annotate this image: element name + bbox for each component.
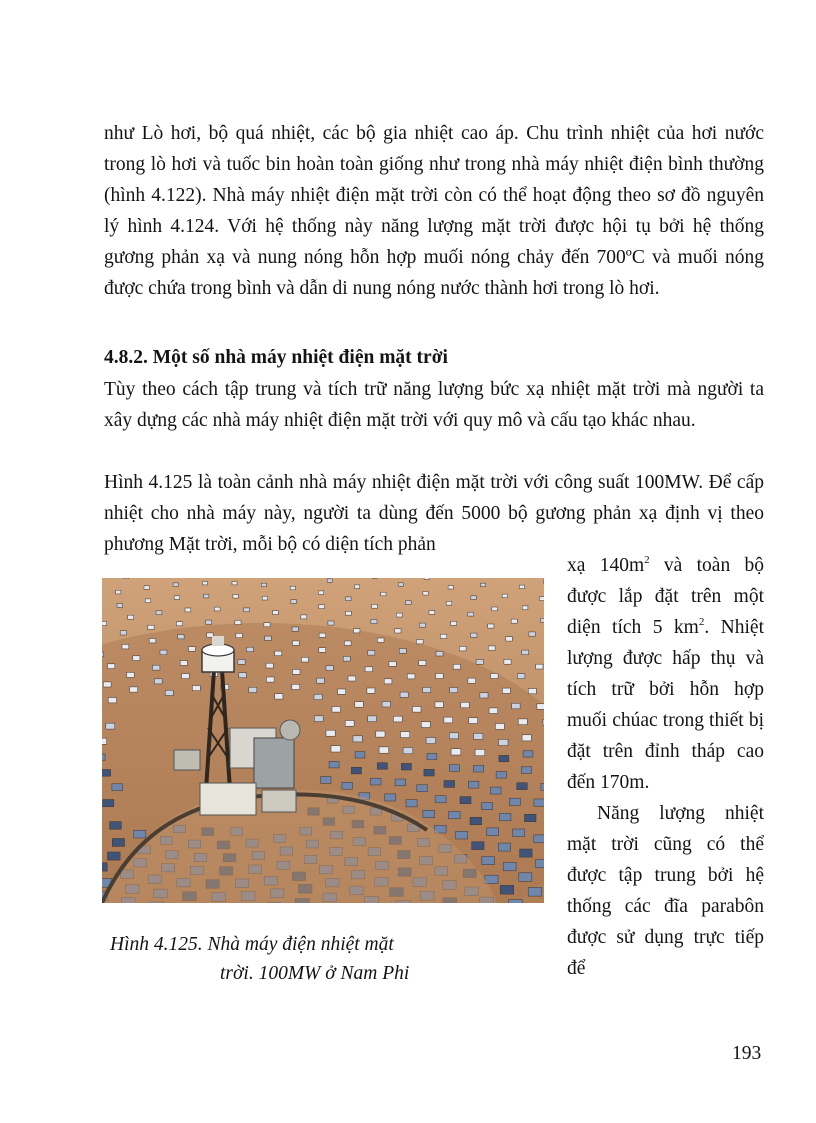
heliostat-mirror bbox=[128, 615, 134, 619]
heliostat-mirror bbox=[102, 863, 107, 871]
heliostat-mirror bbox=[522, 606, 528, 610]
heliostat-mirror bbox=[423, 592, 428, 596]
heliostat-mirror bbox=[468, 678, 476, 683]
heliostat-mirror bbox=[517, 674, 525, 679]
installation-area-text: và toàn bộ được lắp đặt trên một diện tích 5 km bbox=[567, 555, 764, 638]
heliostat-mirror bbox=[204, 594, 209, 598]
heliostat-mirror bbox=[540, 597, 545, 601]
heliostat-mirror bbox=[509, 900, 523, 903]
heliostat-mirror bbox=[480, 693, 488, 698]
heliostat-mirror bbox=[496, 771, 506, 778]
heliostat-mirror bbox=[338, 689, 346, 694]
heliostat-mirror bbox=[401, 732, 410, 738]
heliostat-mirror bbox=[102, 754, 105, 760]
heliostat-mirror bbox=[522, 650, 529, 655]
paragraph-intro: như Lò hơi, bộ quá nhiệt, các bộ gia nhiệt cao áp. Chu trình nhiệt của hơi nước trong lò hơi và tuốc bin hoàn toàn giống như trong nhà máy nhiệt điện bình thường (hình 4.122). Nhà máy nhiệt điện mặt trời còn có thể hoạt động theo sơ đồ nguyên lý hình 4.124. Với hệ thống này năng lượng mặt trời được hội tụ bởi hệ thống gương phản xạ và nung nóng hỗn hợp muối nóng chảy đến 700ºC và muối nóng được chứa trong bình và dẫn di nung nóng nước thành hơi trong lò hơi. bbox=[104, 123, 764, 299]
heliostat-mirror bbox=[367, 688, 375, 693]
heliostat-mirror bbox=[511, 619, 517, 623]
heliostat-mirror bbox=[130, 687, 138, 692]
heliostat-mirror bbox=[469, 718, 478, 724]
heliostat-mirror bbox=[444, 781, 455, 788]
solar-plant-photo bbox=[102, 578, 544, 903]
heliostat-mirror bbox=[266, 677, 274, 682]
heliostat-mirror bbox=[382, 702, 390, 708]
heliostat-mirror bbox=[381, 592, 386, 596]
page-number: 193 bbox=[732, 1043, 762, 1064]
heliostat-mirror bbox=[536, 664, 543, 669]
heliostat-mirror bbox=[543, 720, 544, 726]
heliostat-mirror bbox=[395, 779, 406, 786]
heliostat-mirror bbox=[444, 717, 453, 723]
heliostat-mirror bbox=[293, 669, 301, 674]
solar-tower-field-illustration bbox=[102, 578, 544, 903]
heliostat-mirror bbox=[471, 596, 476, 600]
heliostat-mirror bbox=[355, 752, 365, 758]
heliostat-mirror bbox=[133, 656, 140, 661]
heliostat-mirror bbox=[275, 694, 283, 699]
heliostat-mirror bbox=[481, 583, 486, 586]
heliostat-mirror bbox=[519, 873, 532, 882]
heliostat-mirror bbox=[346, 611, 352, 615]
figure-caption bbox=[110, 930, 470, 988]
heliostat-mirror bbox=[103, 800, 114, 807]
heliostat-mirror bbox=[470, 817, 482, 825]
heliostat-mirror bbox=[112, 784, 123, 791]
heliostat-mirror bbox=[504, 659, 511, 664]
heliostat-mirror bbox=[127, 672, 135, 677]
heliostat-mirror bbox=[214, 607, 220, 611]
heliostat-mirror bbox=[487, 828, 499, 836]
heliostat-mirror bbox=[518, 719, 527, 725]
heliostat-mirror bbox=[247, 647, 254, 652]
heliostat-mirror bbox=[393, 716, 402, 722]
heliostat-mirror bbox=[385, 794, 396, 801]
heliostat-mirror bbox=[314, 716, 323, 722]
heliostat-mirror bbox=[124, 578, 129, 579]
heliostat-mirror bbox=[238, 660, 245, 665]
heliostat-mirror bbox=[326, 666, 333, 671]
heliostat-mirror bbox=[495, 724, 504, 730]
heliostat-mirror bbox=[440, 634, 447, 638]
heliostat-mirror bbox=[112, 839, 124, 847]
heliostat-mirror bbox=[499, 813, 511, 820]
heliostat-mirror bbox=[416, 640, 423, 644]
paragraph-mirror-area bbox=[567, 550, 764, 798]
heliostat-mirror bbox=[489, 708, 498, 714]
heliostat-mirror bbox=[436, 651, 443, 656]
heliostat-mirror bbox=[265, 636, 272, 640]
heliostat-mirror bbox=[499, 739, 508, 745]
heliostat-mirror bbox=[102, 652, 104, 657]
heliostat-mirror bbox=[474, 733, 483, 739]
heliostat-mirror bbox=[351, 767, 361, 774]
heliostat-mirror bbox=[102, 770, 111, 777]
heliostat-mirror bbox=[491, 674, 499, 679]
heliostat-mirror bbox=[403, 748, 413, 754]
heliostat-mirror bbox=[110, 822, 122, 830]
heliostat-mirror bbox=[460, 797, 471, 804]
heliostat-mirror bbox=[419, 661, 426, 666]
heliostat-mirror bbox=[389, 662, 396, 667]
heliostat-mirror bbox=[106, 723, 115, 729]
heliostat-mirror bbox=[436, 674, 444, 679]
heliostat-mirror bbox=[264, 623, 270, 627]
paragraph-plant-description: Hình 4.125 là toàn cảnh nhà máy nhiệt điện mặt trời với công suất 100MW. Để cấp nhiệt cho nhà máy này, người ta dùng đến 5000 bộ gương phản xạ định vị theo phương Mặt trời, mỗi bộ có diện tích phản bbox=[104, 472, 764, 555]
heliostat-mirror bbox=[423, 687, 431, 692]
heliostat-mirror bbox=[472, 842, 484, 850]
heliostat-mirror bbox=[451, 749, 461, 755]
heliostat-mirror bbox=[371, 619, 377, 623]
heliostat-mirror bbox=[355, 585, 360, 589]
heliostat-mirror bbox=[368, 716, 377, 722]
heliostat-mirror bbox=[292, 684, 300, 689]
heliostat-mirror bbox=[468, 781, 479, 788]
heliostat-mirror bbox=[426, 738, 435, 744]
side-column-text bbox=[567, 550, 764, 984]
heliostat-mirror bbox=[319, 648, 326, 653]
heliostat-mirror bbox=[160, 650, 167, 655]
heliostat-mirror bbox=[239, 673, 247, 678]
heliostat-mirror bbox=[395, 629, 401, 633]
heliostat-mirror bbox=[475, 749, 485, 755]
heliostat-mirror bbox=[384, 679, 392, 684]
heliostat-mirror bbox=[413, 707, 422, 713]
heliostat-mirror bbox=[261, 583, 266, 586]
heliostat-mirror bbox=[301, 657, 308, 662]
heliostat-mirror bbox=[534, 799, 544, 806]
heliostat-mirror bbox=[529, 632, 535, 636]
heliostat-mirror bbox=[498, 843, 510, 851]
section-heading: 4.8.2. Một số nhà máy nhiệt điện mặt trời bbox=[104, 347, 448, 368]
heliostat-mirror bbox=[317, 678, 325, 683]
heliostat-mirror bbox=[396, 613, 402, 617]
heliostat-mirror bbox=[345, 721, 354, 727]
heliostat-mirror bbox=[536, 860, 544, 868]
heliostat-mirror bbox=[534, 835, 544, 843]
heliostat-mirror bbox=[401, 763, 411, 770]
heliostat-mirror bbox=[249, 687, 257, 692]
heliostat-mirror bbox=[235, 620, 241, 624]
heliostat-mirror bbox=[451, 621, 457, 625]
heliostat-mirror bbox=[490, 787, 501, 794]
heliostat-mirror bbox=[372, 604, 378, 608]
heliostat-mirror bbox=[103, 682, 111, 687]
heliostat-mirror bbox=[149, 639, 156, 643]
heliostat-mirror bbox=[448, 586, 453, 590]
heliostat-mirror bbox=[331, 746, 341, 752]
heliostat-mirror bbox=[417, 785, 428, 792]
heliostat-mirror bbox=[500, 885, 514, 894]
heliostat-mirror bbox=[318, 591, 323, 595]
heliostat-mirror bbox=[244, 608, 250, 612]
heliostat-mirror bbox=[424, 769, 434, 776]
heliostat-mirror bbox=[273, 611, 279, 615]
heliostat-mirror bbox=[154, 679, 162, 684]
heliostat-mirror bbox=[419, 623, 425, 627]
heliostat-mirror bbox=[145, 599, 151, 603]
heliostat-mirror bbox=[427, 753, 437, 759]
heliostat-mirror bbox=[301, 615, 307, 619]
heliostat-mirror bbox=[116, 590, 121, 594]
heliostat-mirror bbox=[176, 622, 182, 626]
heliostat-mirror bbox=[108, 664, 115, 669]
heliostat-mirror bbox=[453, 664, 460, 669]
heliostat-mirror bbox=[185, 608, 191, 612]
caption-line-1: Hình 4.125. Nhà máy điện nhiệt mặt bbox=[110, 934, 394, 955]
heliostat-mirror bbox=[506, 637, 513, 641]
heliostat-mirror bbox=[492, 607, 498, 611]
heliostat-mirror bbox=[521, 767, 531, 774]
heliostat-mirror bbox=[319, 605, 325, 609]
heliostat-mirror bbox=[473, 765, 483, 772]
heliostat-mirror bbox=[488, 646, 495, 651]
heliostat-mirror bbox=[355, 702, 363, 708]
heliostat-mirror bbox=[328, 621, 334, 625]
heliostat-mirror bbox=[509, 798, 520, 805]
heliostat-mirror bbox=[189, 647, 196, 652]
heliostat-mirror bbox=[423, 810, 434, 817]
heliostat-mirror bbox=[144, 586, 149, 590]
heliostat-mirror bbox=[424, 578, 429, 580]
heliostat-mirror bbox=[377, 763, 387, 770]
heliostat-mirror bbox=[180, 661, 187, 666]
heliostat-mirror bbox=[262, 596, 268, 600]
heliostat-mirror bbox=[435, 796, 446, 803]
heliostat-mirror bbox=[117, 604, 123, 608]
heliostat-mirror bbox=[354, 629, 360, 633]
heliostat-mirror bbox=[435, 702, 443, 708]
heliostat-mirror bbox=[482, 857, 495, 865]
heliostat-mirror bbox=[178, 635, 185, 639]
heliostat-mirror bbox=[541, 618, 544, 622]
heliostat-mirror bbox=[399, 649, 406, 654]
heliostat-mirror bbox=[371, 778, 382, 785]
heliostat-mirror bbox=[156, 611, 162, 615]
heliostat-mirror bbox=[407, 674, 415, 679]
heliostat-mirror bbox=[449, 811, 460, 818]
superscript-squared: 2 bbox=[644, 554, 650, 566]
heliostat-mirror bbox=[485, 875, 498, 884]
heliostat-mirror bbox=[446, 601, 452, 605]
heliostat-mirror bbox=[233, 595, 238, 599]
heliostat-mirror bbox=[120, 631, 126, 635]
heliostat-mirror bbox=[342, 782, 353, 789]
heliostat-mirror bbox=[537, 704, 544, 710]
heliostat-mirror bbox=[406, 601, 412, 605]
heliostat-mirror bbox=[517, 783, 528, 790]
heliostat-mirror bbox=[461, 702, 469, 708]
heliostat-mirror bbox=[165, 690, 173, 695]
heliostat-mirror bbox=[206, 620, 212, 624]
heliostat-mirror bbox=[327, 579, 332, 582]
heliostat-mirror bbox=[275, 651, 282, 656]
paragraph-overview: Tùy theo cách tập trung và tích trữ năng lượng bức xạ nhiệt mặt trời mà người ta xây dựng các nhà máy nhiệt điện mặt trời với quy mô và cấu tạo khác nhau. bbox=[104, 379, 764, 431]
mirror-area-text: xạ 140m bbox=[567, 555, 645, 576]
heliostat-mirror bbox=[377, 638, 384, 642]
heliostat-mirror bbox=[321, 777, 332, 784]
heliostat-mirror bbox=[319, 633, 326, 637]
heliostat-mirror bbox=[449, 733, 458, 739]
heliostat-mirror bbox=[512, 703, 520, 709]
heliostat-mirror bbox=[353, 736, 362, 742]
heliostat-mirror bbox=[528, 689, 536, 694]
heliostat-mirror bbox=[503, 863, 516, 871]
heliostat-mirror bbox=[102, 621, 107, 625]
heliostat-mirror bbox=[449, 765, 459, 772]
heliostat-mirror bbox=[528, 887, 542, 896]
heliostat-mirror bbox=[182, 674, 190, 679]
heliostat-mirror bbox=[134, 830, 146, 838]
heliostat-mirror bbox=[459, 646, 466, 651]
heliostat-mirror bbox=[456, 831, 468, 839]
heliostat-mirror bbox=[108, 698, 116, 703]
heliostat-mirror bbox=[376, 731, 385, 737]
heliostat-mirror bbox=[499, 755, 509, 761]
heliostat-mirror bbox=[292, 627, 298, 631]
heliostat-mirror bbox=[368, 651, 375, 656]
heliostat-mirror bbox=[148, 625, 154, 629]
heliostat-mirror bbox=[203, 582, 208, 585]
superscript-squared: 2 bbox=[698, 616, 705, 628]
heliostat-mirror bbox=[232, 582, 237, 585]
heliostat-mirror bbox=[520, 849, 533, 857]
heliostat-mirror bbox=[406, 800, 417, 807]
heliostat-mirror bbox=[523, 751, 533, 757]
heliostat-mirror bbox=[471, 633, 478, 637]
heliostat-mirror bbox=[398, 583, 403, 586]
heliostat-mirror bbox=[450, 688, 458, 693]
heliostat-mirror bbox=[488, 624, 494, 628]
heliostat-mirror bbox=[421, 722, 430, 728]
heliostat-mirror bbox=[482, 803, 493, 810]
heliostat-mirror bbox=[476, 660, 483, 665]
heliostat-mirror bbox=[343, 656, 350, 661]
heliostat-mirror bbox=[522, 735, 531, 741]
heliostat-mirror bbox=[525, 814, 537, 821]
heliostat-mirror bbox=[236, 633, 243, 637]
heliostat-mirror bbox=[348, 676, 356, 681]
heliostat-mirror bbox=[329, 761, 339, 768]
heliostat-mirror bbox=[344, 641, 351, 645]
heliostat-mirror bbox=[429, 611, 435, 615]
heliostat-mirror bbox=[365, 667, 372, 672]
heliostat-mirror bbox=[379, 747, 389, 753]
heliostat-mirror bbox=[468, 612, 474, 616]
heliostat-mirror bbox=[266, 663, 273, 668]
caption-line-2: trời. 100MW ở Nam Phi bbox=[220, 963, 410, 984]
heliostat-mirror bbox=[502, 594, 507, 598]
heliostat-mirror bbox=[173, 583, 178, 586]
heliostat-mirror bbox=[108, 852, 121, 860]
heat-storage-text: . Nhiệt lượng được hấp thụ và tích trữ bởi hỗn hợp muối chúac trong thiết bị đặt trên đỉnh tháp cao đến 170m. bbox=[567, 617, 764, 793]
heliostat-mirror bbox=[174, 596, 179, 600]
heliostat-mirror bbox=[291, 600, 297, 604]
heliostat-mirror bbox=[326, 730, 335, 736]
heliostat-mirror bbox=[102, 738, 107, 744]
paragraph-parabolic-dishes: Năng lượng nhiệt mặt trời cũng có thể được tập trung bởi hệ thống các đĩa parabôn được sử dụng trực tiếp để bbox=[567, 803, 764, 979]
heliostat-mirror bbox=[314, 694, 322, 699]
heliostat-mirror bbox=[544, 580, 545, 583]
heliostat-mirror bbox=[153, 665, 160, 670]
heliostat-mirror bbox=[293, 641, 300, 645]
heliostat-mirror bbox=[400, 692, 408, 697]
heliostat-mirror bbox=[122, 644, 129, 649]
heliostat-mirror bbox=[192, 686, 200, 691]
heliostat-mirror bbox=[541, 783, 544, 790]
heliostat-mirror bbox=[513, 829, 525, 837]
heliostat-mirror bbox=[290, 586, 295, 590]
heliostat-mirror bbox=[346, 597, 352, 601]
heliostat-mirror bbox=[519, 585, 524, 589]
heliostat-mirror bbox=[332, 707, 341, 713]
heliostat-mirror bbox=[502, 688, 510, 693]
